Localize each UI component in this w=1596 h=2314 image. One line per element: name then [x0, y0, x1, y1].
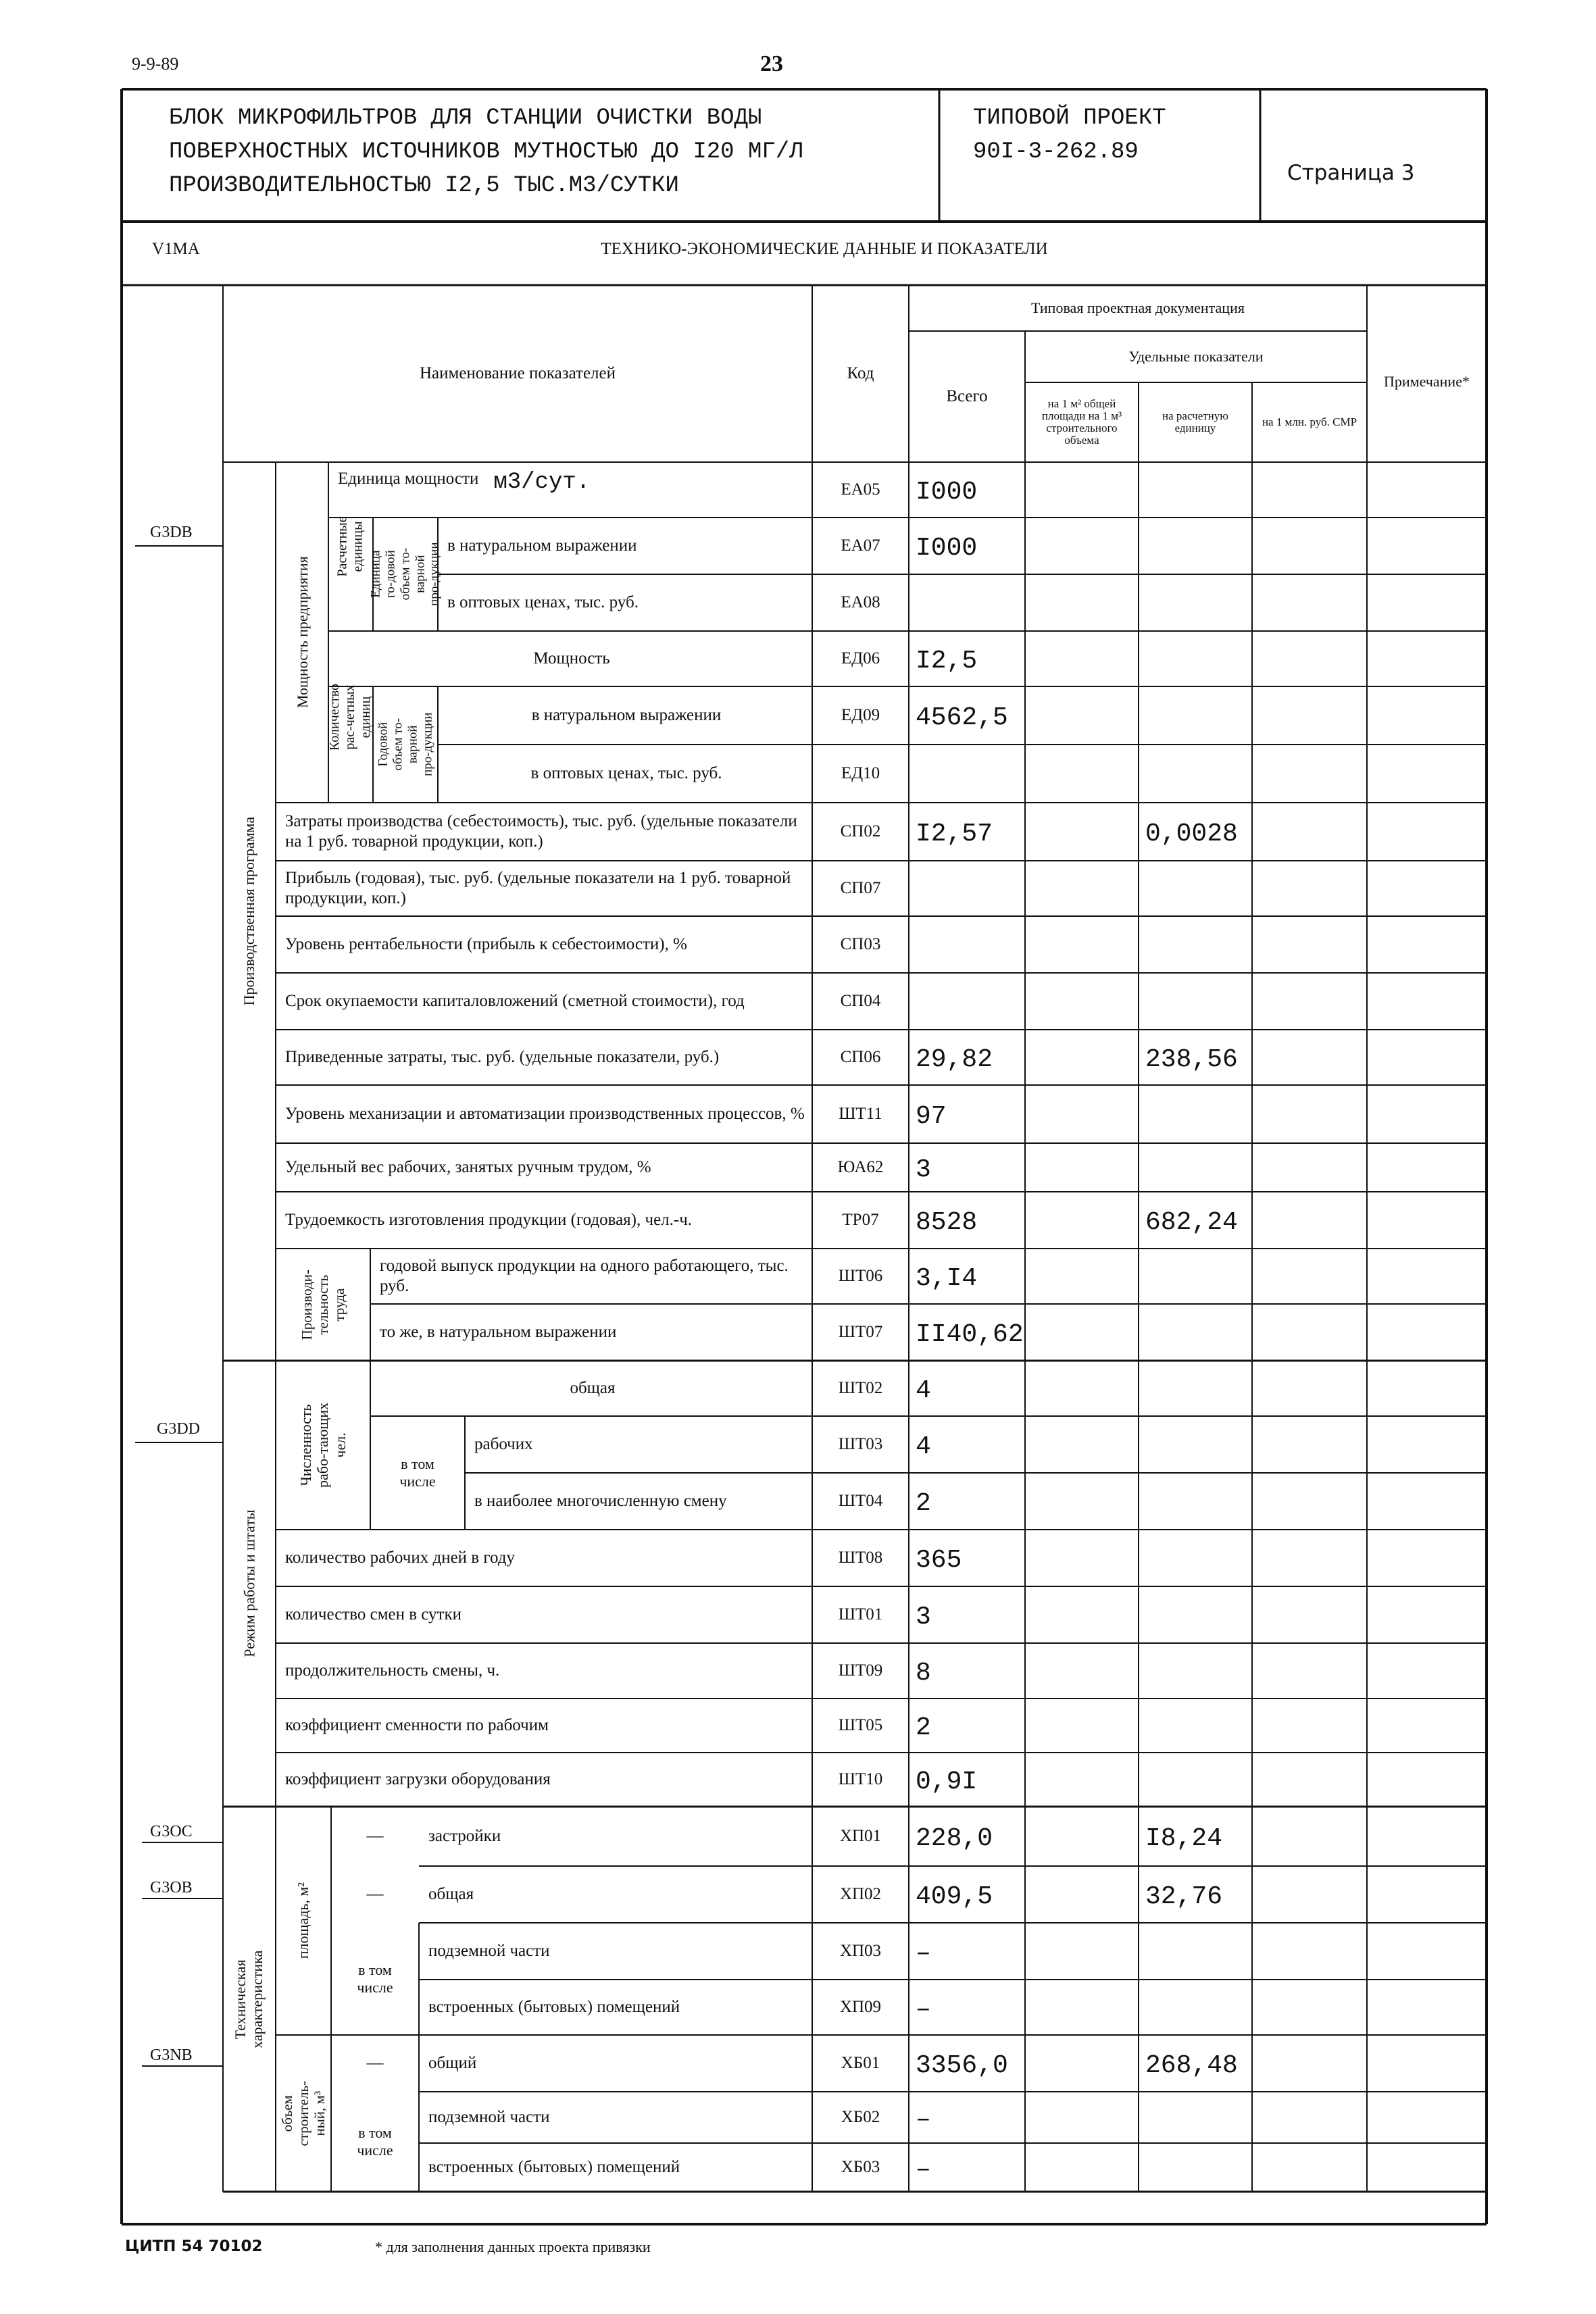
row-label-text: Прибыль (годовая), тыс. руб. (удельные показатели на 1 руб. товарной продукции, коп.) — [285, 869, 791, 907]
row-per-unit-value — [1139, 580, 1252, 631]
row-per-unit-value — [1139, 1478, 1252, 1530]
row-total-value: 3 — [916, 1603, 931, 1632]
row-per-unit-value — [1139, 1758, 1252, 1807]
row-label — [285, 1699, 805, 1753]
row-per-unit-value — [1139, 1090, 1252, 1143]
row-code: ТР07 — [842, 1211, 879, 1229]
row-label — [474, 1416, 805, 1473]
row-per-unit-value — [1139, 1985, 1252, 2035]
row-code: ЕД10 — [841, 764, 880, 782]
dash-2: — — [366, 1885, 384, 1903]
row-total-value: I2,5 — [916, 647, 978, 676]
row-label-text: количество смен в сутки — [285, 1605, 462, 1624]
row-label — [428, 2035, 805, 2092]
row-code: ХП02 — [839, 1885, 882, 1903]
header-code: Код — [847, 364, 874, 382]
row-total-value: 29,82 — [916, 1045, 993, 1075]
row-per-unit-value — [1139, 636, 1252, 686]
row-per-unit-value: I8,24 — [1145, 1824, 1223, 1854]
form-code: V1MA — [152, 240, 200, 258]
row-code: ХБ01 — [841, 2054, 880, 2072]
row-code: ЕА08 — [841, 593, 880, 611]
row-code: ШТ07 — [838, 1323, 883, 1341]
row-code: ШТ11 — [839, 1105, 882, 1123]
in-total-volume: в том числе — [357, 2123, 393, 2159]
row-label — [285, 1085, 805, 1143]
row-total-value: 409,5 — [916, 1882, 993, 1912]
row-label — [474, 1473, 805, 1530]
row-per-unit-value — [1139, 1422, 1252, 1473]
row-code: ЕА07 — [841, 536, 880, 555]
row-label-text: в наиболее многочисленную смену — [474, 1492, 727, 1510]
row-label-text: подземной части — [428, 1942, 550, 1960]
marker-g3ob: G3OB — [150, 1879, 193, 1896]
header-name: Наименование показателей — [419, 364, 616, 382]
row-total-value: – — [916, 2105, 931, 2135]
row-label-text: общий — [428, 2054, 477, 2072]
dash-3: — — [366, 2054, 384, 2072]
row-label-text: годовой выпуск продукции на одного работающего, тыс. руб. — [380, 1257, 789, 1295]
row-label — [447, 574, 805, 631]
row-per-unit-value — [1139, 523, 1252, 574]
marker-g3dd: G3DD — [157, 1420, 200, 1438]
row-total-value: 365 — [916, 1546, 962, 1576]
stamp-page-label: Страница 3 — [1287, 161, 1415, 185]
row-total-value: 0,9I — [916, 1767, 978, 1797]
row-label-text: Единица мощности — [338, 470, 479, 488]
footer-left: ЦИТП 54 70102 — [125, 2238, 263, 2255]
row-label — [428, 1866, 805, 1923]
row-per-unit-value — [1139, 1928, 1252, 1980]
row-total-value: – — [916, 1995, 931, 2025]
row-per-unit-value — [1139, 1535, 1252, 1586]
footer-note: * для заполнения данных проекта привязки — [375, 2238, 651, 2255]
row-total-value: 3,I4 — [916, 1264, 978, 1294]
header-doc: Типовая проектная документация — [1031, 299, 1245, 316]
header-per-unit: на расчетную единицу — [1162, 409, 1228, 434]
row-label — [285, 1643, 805, 1699]
row-total-value: 3356,0 — [916, 2051, 1008, 2081]
row-code: ШТ01 — [838, 1605, 883, 1624]
row-label-text: количество рабочих дней в году — [285, 1549, 515, 1567]
row-label-text: Удельный вес рабочих, занятых ручным трудом, % — [285, 1158, 651, 1176]
row-code: ХП01 — [839, 1827, 882, 1845]
row-per-unit-value — [1139, 1704, 1252, 1753]
row-total-value: 8528 — [916, 1208, 978, 1238]
row-code: ШТ06 — [838, 1267, 883, 1285]
row-per-unit-value — [1139, 468, 1252, 518]
row-code: ЕД09 — [841, 706, 880, 724]
header-total: Всего — [946, 387, 988, 405]
row-total-value: 4 — [916, 1376, 931, 1406]
row-total-value: I2,57 — [916, 820, 993, 849]
row-label — [447, 745, 805, 803]
row-code: ЕД06 — [841, 649, 880, 668]
row-total-value — [909, 866, 1025, 916]
row-code: ХП09 — [839, 1998, 882, 2016]
row-label-text: Мощность — [533, 649, 610, 668]
row-per-unit-value: 0,0028 — [1145, 820, 1238, 849]
group-staff: Численность рабо-тающих чел. — [297, 1402, 349, 1488]
unit-of-capacity-value: м3/сут. — [493, 470, 591, 495]
row-label — [285, 861, 805, 916]
row-code: ШТ05 — [838, 1716, 883, 1734]
table-title: ТЕХНИКО-ЭКОНОМИЧЕСКИЕ ДАННЫЕ И ПОКАЗАТЕЛИ — [601, 240, 1048, 258]
row-per-unit-value: 268,48 — [1145, 2051, 1238, 2081]
row-total-value: 2 — [916, 1489, 931, 1519]
group-annual-vol: Годовой объем то-варной про-дукции — [376, 712, 434, 777]
row-total-value — [909, 978, 1025, 1030]
row-per-unit-value — [1139, 1592, 1252, 1643]
row-total-value — [909, 750, 1025, 803]
header-per-area: на 1 м² общей площади на 1 м³ строительного объема — [1041, 397, 1122, 447]
row-label-text: Срок окупаемости капиталовложений (сметной стоимости), год — [285, 992, 745, 1010]
row-label-text: общая — [428, 1885, 474, 1903]
group-prod-program: Производственная программа — [241, 817, 258, 1006]
row-code: ШТ03 — [838, 1435, 883, 1453]
stamp-title — [169, 101, 803, 203]
stamp-title-line-3: ПРОИЗВОДИТЕЛЬНОСТЬЮ I2,5 ТЫС.М3/СУТКИ — [169, 173, 679, 199]
row-label — [338, 462, 805, 518]
row-label — [380, 1304, 805, 1361]
row-label — [447, 686, 805, 745]
page-number: 23 — [760, 51, 783, 76]
group-area: площадь, м² — [295, 1882, 312, 1959]
group-capacity: Мощность предприятия — [293, 556, 311, 709]
row-label — [428, 2143, 805, 2192]
group-count-units: Количество рас-четных единиц — [327, 683, 374, 751]
row-label — [428, 1980, 805, 2035]
row-label-text: коэффициент сменности по рабочим — [285, 1716, 549, 1734]
row-label-text: в натуральном выражении — [447, 536, 637, 555]
row-total-value: 3 — [916, 1155, 931, 1185]
marker-g3oc: G3OC — [150, 1823, 193, 1840]
row-label — [428, 1807, 805, 1866]
row-label — [285, 803, 805, 861]
row-label — [285, 973, 805, 1030]
marker-g3nb: G3NB — [150, 2046, 193, 2064]
row-code: ХП03 — [839, 1942, 882, 1960]
row-label — [285, 1030, 805, 1085]
row-label-text: Уровень механизации и автоматизации производственных процессов, % — [285, 1105, 805, 1123]
row-per-unit-value — [1139, 978, 1252, 1030]
row-code: ШТ10 — [838, 1770, 883, 1788]
row-per-unit-value — [1139, 1149, 1252, 1192]
row-per-unit-value — [1139, 866, 1252, 916]
row-label — [285, 1143, 805, 1192]
row-per-unit-value — [1139, 750, 1252, 803]
project-label: ТИПОВОЙ ПРОЕКТ — [973, 105, 1166, 131]
row-label-text: общая — [570, 1379, 616, 1397]
row-code: СП06 — [840, 1048, 881, 1066]
row-label-text: подземной части — [428, 2108, 550, 2126]
row-label — [380, 1361, 805, 1416]
row-per-unit-value — [1139, 1254, 1252, 1304]
row-code: ХБ02 — [841, 2108, 880, 2126]
row-per-unit-value — [1139, 2097, 1252, 2143]
row-label-text: коэффициент загрузки оборудования — [285, 1770, 551, 1788]
stamp-project — [973, 101, 1166, 169]
row-label-text: в натуральном выражении — [531, 706, 722, 724]
row-label — [428, 2092, 805, 2143]
row-label-text: продолжительность смены, ч. — [285, 1661, 500, 1680]
row-per-unit-value — [1139, 922, 1252, 973]
row-label-text: встроенных (бытовых) помещений — [428, 2158, 680, 2176]
row-per-unit-value — [1139, 2148, 1252, 2192]
group-volume: объем строитель-ный, м³ — [278, 2080, 328, 2146]
row-total-value: – — [916, 1939, 931, 1969]
group-mode: Режим работы и штаты — [241, 1509, 258, 1658]
row-label-text: застройки — [428, 1827, 501, 1845]
row-total-value: I000 — [916, 534, 978, 563]
row-label — [380, 1249, 805, 1304]
row-per-unit-value: 238,56 — [1145, 1045, 1238, 1075]
row-code: ЕА05 — [841, 480, 880, 499]
page-date: 9-9-89 — [132, 54, 179, 74]
row-label-text: в оптовых ценах, тыс. руб. — [530, 764, 722, 782]
row-total-value: II40,62 — [916, 1320, 1024, 1350]
row-per-unit-value — [1139, 1649, 1252, 1699]
row-label-text: Уровень рентабельности (прибыль к себестоимости), % — [285, 935, 687, 953]
row-label-text: встроенных (бытовых) помещений — [428, 1998, 680, 2016]
row-per-unit-value — [1139, 1309, 1252, 1361]
row-code: ШТ02 — [838, 1379, 883, 1397]
row-label-text: то же, в натуральном выражении — [380, 1323, 617, 1341]
row-label — [285, 1753, 805, 1807]
header-specific: Удельные показатели — [1128, 347, 1264, 365]
row-code: ЮА62 — [837, 1158, 884, 1176]
header-per-mln: на 1 млн. руб. СМР — [1262, 416, 1357, 429]
group-annual-unit: Единица го-довой объем то-варной про-дукции — [368, 542, 442, 607]
row-code: СП03 — [840, 935, 881, 953]
row-label — [285, 1530, 805, 1586]
stamp-title-line-1: БЛОК МИКРОФИЛЬТРОВ ДЛЯ СТАНЦИИ ОЧИСТКИ ВОДЫ — [169, 105, 762, 131]
row-total-value: 228,0 — [916, 1824, 993, 1854]
row-per-unit-value — [1139, 1366, 1252, 1416]
row-label — [428, 1923, 805, 1980]
row-total-value: 4 — [916, 1432, 931, 1462]
dash-1: — — [366, 1827, 384, 1845]
row-total-value: – — [916, 2155, 931, 2185]
row-code: ШТ09 — [838, 1661, 883, 1680]
row-code: СП04 — [840, 992, 881, 1010]
row-code: ХБ03 — [841, 2158, 880, 2176]
row-label — [447, 518, 805, 574]
row-label-text: Трудоемкость изготовления продукции (годовая), чел.-ч. — [285, 1211, 693, 1229]
group-tech: Техническая характеристика — [232, 1950, 266, 2048]
row-per-unit-value: 682,24 — [1145, 1208, 1238, 1238]
row-code: ШТ04 — [838, 1492, 883, 1510]
header-note: Примечание* — [1384, 373, 1470, 390]
row-total-value — [909, 922, 1025, 973]
row-label — [285, 1586, 805, 1643]
in-total-area: в том числе — [357, 1961, 393, 1996]
row-label-text: Затраты производства (себестоимость), тыс. руб. (удельные показатели на 1 руб. товарной продукции, коп.) — [285, 812, 797, 851]
row-label — [285, 1192, 805, 1249]
stamp-title-line-2: ПОВЕРХНОСТНЫХ ИСТОЧНИКОВ МУТНОСТЬЮ ДО I20 МГ/Л — [169, 139, 803, 165]
row-label-text: рабочих — [474, 1435, 533, 1453]
row-label-text: в оптовых ценах, тыс. руб. — [447, 593, 639, 611]
project-number: 90I-3-262.89 — [973, 139, 1139, 165]
row-per-unit-value — [1139, 692, 1252, 745]
row-total-value — [909, 580, 1025, 631]
row-total-value: I000 — [916, 478, 978, 507]
row-total-value: 2 — [916, 1713, 931, 1743]
group-labor-prod: Производи-тельность труда — [298, 1269, 348, 1340]
row-code: ШТ08 — [838, 1549, 883, 1567]
row-label — [285, 916, 805, 973]
row-code: СП07 — [840, 879, 881, 897]
in-total-staff: в том числе — [399, 1455, 436, 1490]
row-label-text: Приведенные затраты, тыс. руб. (удельные показатели, руб.) — [285, 1048, 720, 1066]
row-label — [338, 631, 805, 686]
row-per-unit-value: 32,76 — [1145, 1882, 1223, 1912]
marker-g3db: G3DB — [150, 524, 193, 541]
group-calc-units: Расчетные единицы — [335, 516, 366, 577]
row-total-value: 8 — [916, 1659, 931, 1688]
row-total-value: 97 — [916, 1102, 947, 1132]
row-code: СП02 — [840, 822, 881, 840]
row-total-value: 4562,5 — [916, 703, 1008, 733]
